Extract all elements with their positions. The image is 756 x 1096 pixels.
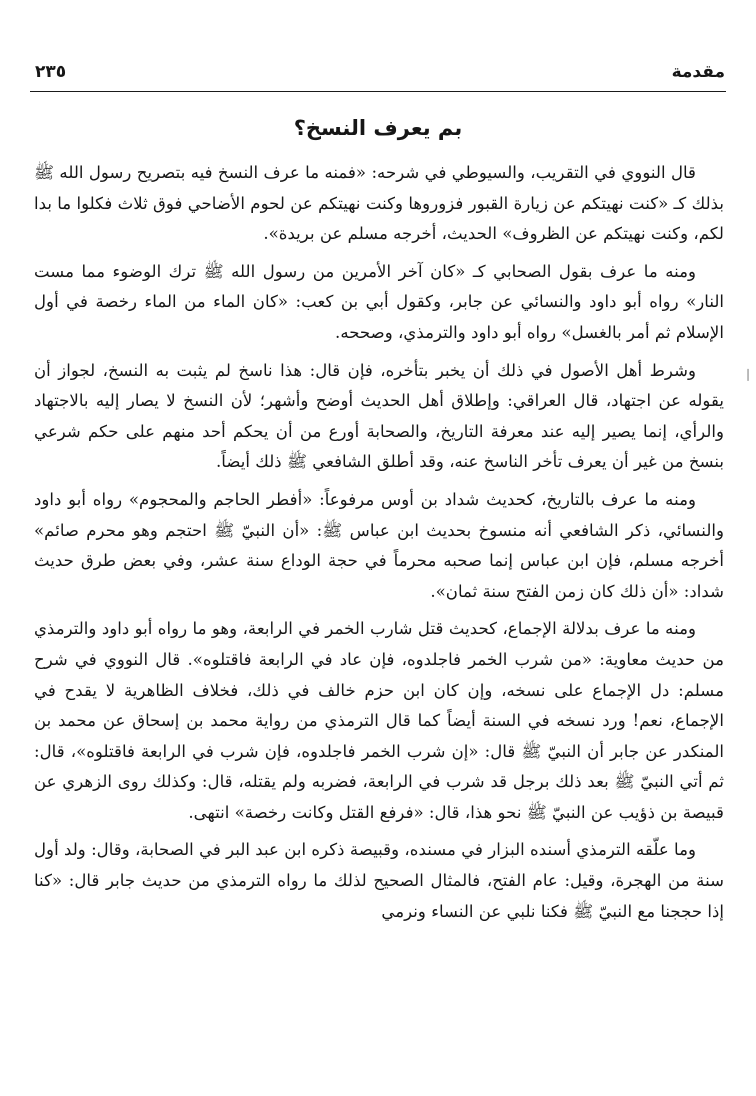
- running-title: مقدمة: [671, 62, 725, 82]
- header-divider: [30, 91, 726, 92]
- scan-edge-mark: ❘: [742, 367, 753, 381]
- paragraph-3: وشرط أهل الأصول في ذلك أن يخبر بتأخره، فإن قال: هذا ناسخ لم يثبت به النسخ، لجواز أن يقوله عن اجتهاد، قال العراقي: وإطلاق أهل الحديث أوضح وأشهر؛ لأن النسخ لا يصار إليه بالاجتهاد والرأي، إنما يصير إليه عند معرفة التاريخ، والصحابة أورع من أن يحكم أحد منهم على حكم شرعي بنسخ من غير أن يعرف تأخر الناسخ عنه، وقد أطلق الشافعي ﷺ ذلك أيضاً.: [34, 360, 724, 472]
- paragraph-5: ومنه ما عرف بدلالة الإجماع، كحديث قتل شارب الخمر في الرابعة، وهو ما رواه أبو داود والترمذي من حديث معاوية: «من شرب الخمر فاجلدوه، فإن عاد في الرابعة فاقتلوه». قال النووي في شرح مسلم: دل الإجماع على نسخه، وإن كان ابن حزم خالف في ذلك، فخلاف الظاهرية لا يقدح في الإجماع، نعم! ورد نسخه في السنة أيضاً كما قال الترمذي من رواية محمد بن إسحاق عن محمد بن المنكدر عن جابر أن النبيّ ﷺ قال: «إن شرب الخمر فاجلدوه، فإن شرب في الرابعة فاقتلوه»، قال: ثم أتي النبيّ ﷺ بعد ذلك برجل قد شرب في الرابعة، فضربه ولم يقتله، قال: وكذلك روى الزهري عن قبيصة بن ذؤيب عن النبيّ ﷺ نحو هذا، قال: «فرفع القتل وكانت رخصة» انتهى.: [34, 619, 724, 822]
- body-text: [34, 158, 724, 934]
- paragraph-4: ومنه ما عرف بالتاريخ، كحديث شداد بن أوس مرفوعاً: «أفطر الحاجم والمحجوم» رواه أبو داود والنسائي، ذكر الشافعي أنه منسوخ بحديث ابن عباس ﷺ: «أن النبيّ ﷺ احتجم وهو محرم صائم» أخرجه مسلم، فإن ابن عباس إنما صحبه محرماً في حجة الوداع سنة عشر، وفي بعض طرق حديث شداد: «أن ذلك كان زمن الفتح سنة ثمان».: [34, 489, 724, 601]
- paragraph-6: وما علّقه الترمذي أسنده البزار في مسنده، وقبيصة ذكره ابن عبد البر في الصحابة، وقال: ولد أول سنة من الهجرة، وقيل: عام الفتح، فالمثال الصحيح لذلك ما رواه الترمذي من حديث جابر قال: «كنا إذا حججنا مع النبيّ ﷺ فكنا نلبي عن النساء ونرمي: [34, 840, 724, 921]
- page-header: [35, 58, 725, 88]
- page-number: ٢٣٥: [35, 62, 67, 82]
- paragraph-1: قال النووي في التقريب، والسيوطي في شرحه: «فمنه ما عرف النسخ فيه بتصريح رسول الله ﷺ بذلك كـ «كنت نهيتكم عن زيارة القبور فزوروها وكنت نهيتكم عن لحوم الأضاحي فوق ثلاث فكلوا ما بدا لكم، وكنت نهيتكم عن الظروف» الحديث، أخرجه مسلم عن بريدة».: [34, 163, 724, 244]
- section-heading: بم يعرف النسخ؟: [293, 116, 463, 140]
- paragraph-2: ومنه ما عرف بقول الصحابي كـ «كان آخر الأمرين من رسول الله ﷺ ترك الوضوء مما مست النار» رواه أبو داود والنسائي عن جابر، وكقول أبي بن كعب: «كان الماء من الماء رخصة في أول الإسلام ثم أمر بالغسل» رواه أبو داود والترمذي، وصححه.: [34, 261, 724, 342]
